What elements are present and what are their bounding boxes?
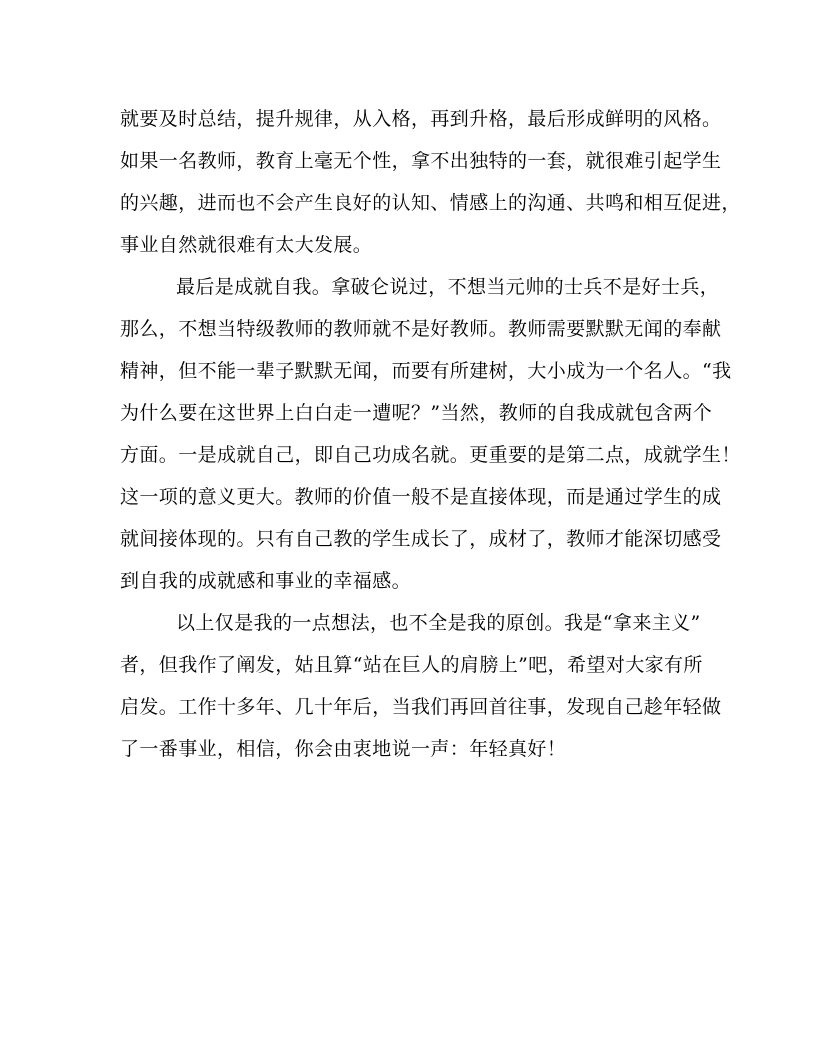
text-line: 精神，但不能一辈子默默无闻，而要有所建树，大小成为一个名人。“我 (120, 360, 732, 382)
paragraph-start-line: 最后是成就自我。拿破仑说过，不想当元帅的士兵不是好士兵， (176, 276, 720, 298)
text-line: 到自我的成就感和事业的幸福感。 (120, 570, 412, 592)
text-line: 启发。工作十多年、几十年后，当我们再回首往事，发现自己趁年轻做 (120, 696, 722, 718)
text-line: 方面。一是成就自己，即自己功成名就。更重要的是第二点，成就学生！ (120, 444, 741, 466)
text-line: 那么，不想当特级教师的教师就不是好教师。教师需要默默无闻的奉献 (120, 318, 722, 340)
text-line: 就间接体现的。只有自己教的学生成长了，成材了，教师才能深切感受 (120, 528, 722, 550)
text-line: 这一项的意义更大。教师的价值一般不是直接体现，而是通过学生的成 (120, 486, 722, 508)
text-line: 了一番事业，相信，你会由衷地说一声：年轻真好！ (120, 738, 567, 760)
text-line: 如果一名教师，教育上毫无个性，拿不出独特的一套，就很难引起学生 (120, 150, 722, 172)
text-line: 事业自然就很难有太大发展。 (120, 234, 373, 256)
paragraph-start-line: 以上仅是我的一点想法，也不全是我的原创。我是“拿来主义” (176, 612, 701, 634)
text-line: 为什么要在这世界上白白走一遭呢？”当然，教师的自我成就包含两个 (120, 402, 713, 424)
text-line: 就要及时总结，提升规律，从入格，再到升格，最后形成鲜明的风格。 (120, 108, 722, 130)
text-line: 者，但我作了阐发，姑且算“站在巨人的肩膀上”吧，希望对大家有所 (120, 654, 703, 676)
text-line: 的兴趣，进而也不会产生良好的认知、情感上的沟通、共鸣和相互促进， (120, 192, 741, 214)
body-text (120, 98, 741, 770)
